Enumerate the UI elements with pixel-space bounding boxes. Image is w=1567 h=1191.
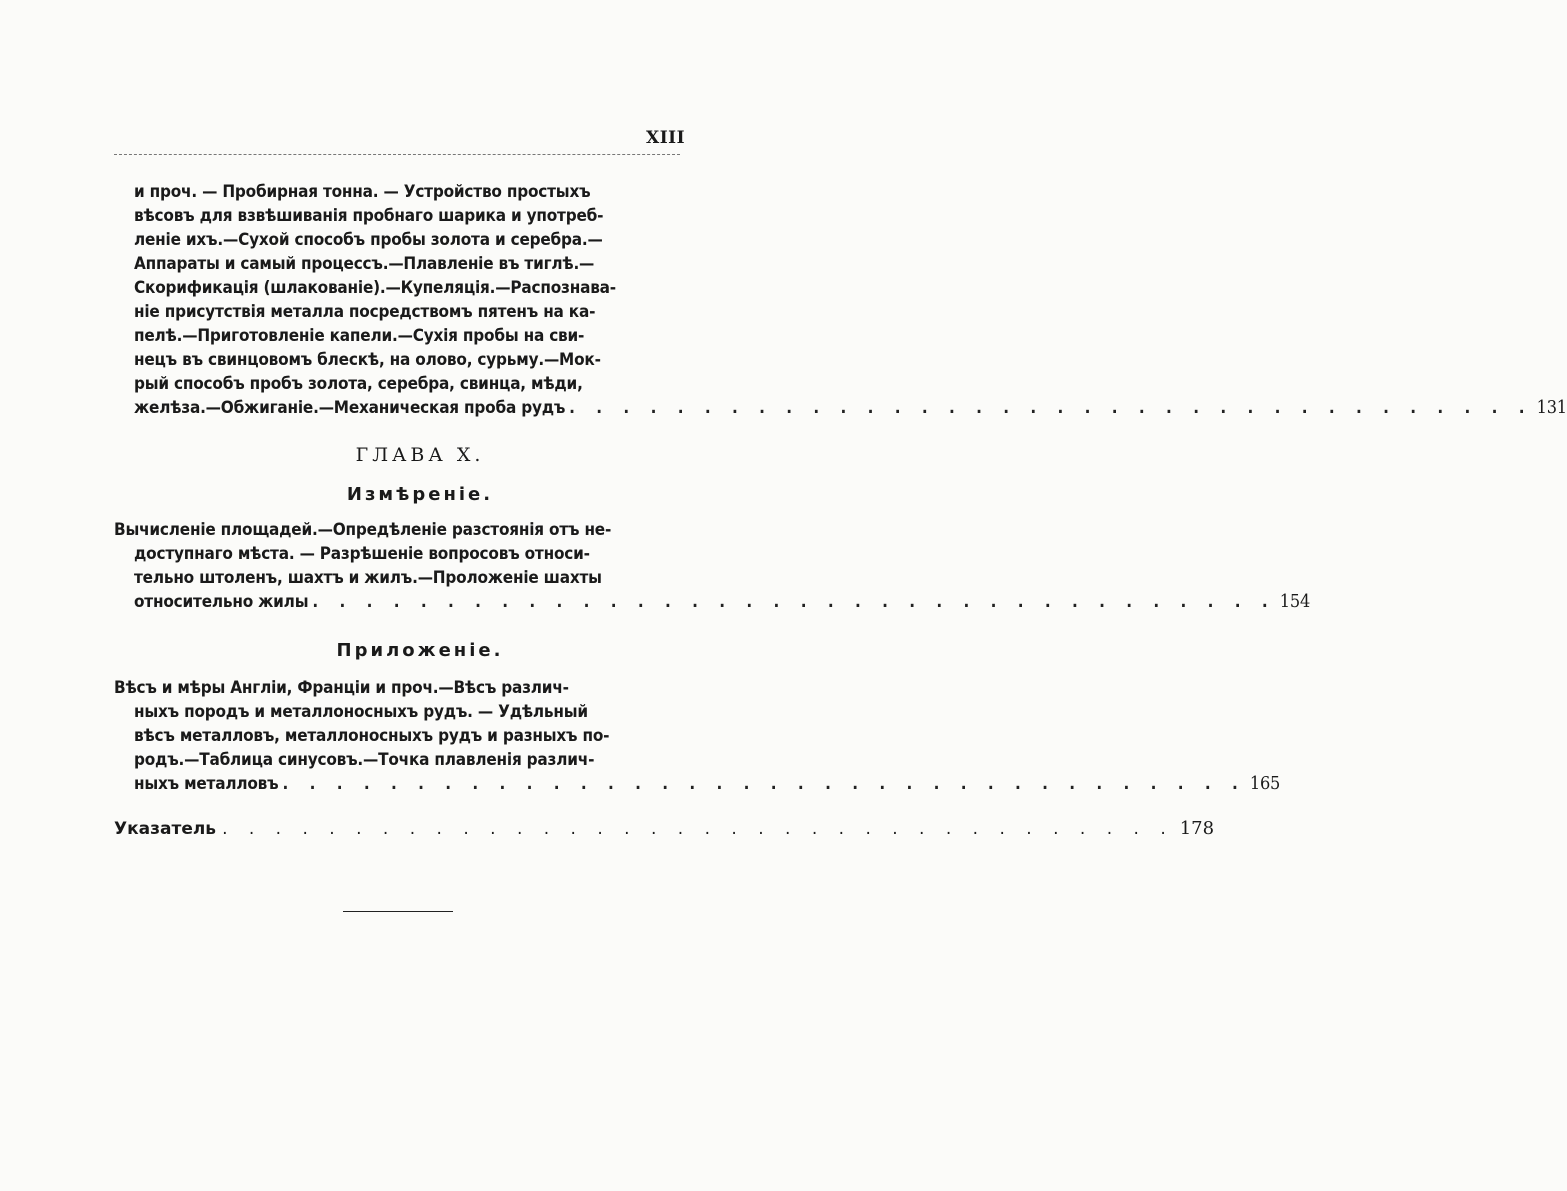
- toc-line-last: желѣза.—Обжиганіе.—Механическая проба рудъ . . . . . . . . . . . . . . . . . . . . . . . . . . . . . . . . . . . . 131: [134, 397, 1567, 418]
- page-number: XIII: [646, 128, 686, 148]
- leader-dots: . . . . . . . . . . . . . . . . . . . . . . . . . . . . . . . . . . . .: [312, 592, 1276, 612]
- toc-line: тельно штоленъ, шахтъ и жилъ.—Проложеніе шахты: [134, 568, 602, 588]
- toc-line: Вѣсъ и мѣры Англіи, Франціи и проч.—Вѣсъ различ-: [114, 678, 569, 698]
- toc-line-last: ныхъ металловъ . . . . . . . . . . . . . . . . . . . . . . . . . . . . . . . . . . . . 165: [134, 773, 1281, 794]
- toc-entry-measurement: [114, 518, 1311, 614]
- section-title-appendix: Приложеніе.: [336, 640, 504, 661]
- toc-line: ніе присутствія металла посредствомъ пятенъ на ка-: [134, 302, 596, 322]
- page-ref: 178: [1179, 818, 1215, 839]
- toc-line: леніе ихъ.—Сухой способъ пробы золота и серебра.—: [134, 230, 603, 250]
- index-label: Указатель: [114, 819, 217, 839]
- toc-line: пелѣ.—Приготовленіе капели.—Сухія пробы на сви-: [134, 326, 585, 346]
- leader-dots: . . . . . . . . . . . . . . . . . . . . . . . . . . . . . . . . . . . .: [282, 774, 1246, 794]
- page-ref: 131: [1536, 397, 1567, 418]
- page-ref: 165: [1249, 773, 1281, 794]
- toc-line: родъ.—Таблица синусовъ.—Точка плавленія различ-: [134, 750, 595, 770]
- toc-entry-appendix: [114, 676, 1281, 796]
- leader-dots: . . . . . . . . . . . . . . . . . . . . . . . . . . . . . . . . . . . .: [569, 398, 1533, 418]
- end-rule: [343, 911, 453, 912]
- header-rule: [114, 154, 680, 155]
- toc-line: Скорификація (шлакованіе).—Купеляція.—Распознава-: [134, 278, 616, 298]
- toc-line: вѣсъ металловъ, металлоносныхъ рудъ и разныхъ по-: [134, 726, 610, 746]
- chapter-title: ГЛАВА X.: [355, 444, 485, 466]
- toc-line: рый способъ пробъ золота, серебра, свинца, мѣди,: [134, 374, 583, 394]
- page-ref: 154: [1279, 591, 1311, 612]
- toc-line: и проч. — Пробирная тонна. — Устройство простыхъ: [134, 182, 591, 202]
- leader-dots: . . . . . . . . . . . . . . . . . . . . . . . . . . . . . . . . . . . .: [222, 819, 1174, 839]
- toc-line: Вычисленіе площадей.—Опредѣленіе разстоянія отъ не-: [114, 520, 612, 540]
- toc-line: нецъ въ свинцовомъ блескѣ, на олово, сурьму.—Мок-: [134, 350, 601, 370]
- toc-line: вѣсовъ для взвѣшиванія пробнаго шарика и употреб-: [134, 206, 604, 226]
- toc-line: Аппараты и самый процессъ.—Плавленіе въ тиглѣ.—: [134, 254, 595, 274]
- toc-line: доступнаго мѣста. — Разрѣшеніе вопросовъ относи-: [134, 544, 590, 564]
- section-title-measurement: Измѣреніе.: [346, 484, 494, 505]
- toc-entry-index: [114, 817, 1215, 841]
- toc-entry-assay: [114, 180, 1567, 420]
- toc-line-last: относительно жилы . . . . . . . . . . . . . . . . . . . . . . . . . . . . . . . . . . . . 154: [134, 591, 1311, 612]
- toc-line: ныхъ породъ и металлоносныхъ рудъ. — Удѣльный: [134, 702, 588, 722]
